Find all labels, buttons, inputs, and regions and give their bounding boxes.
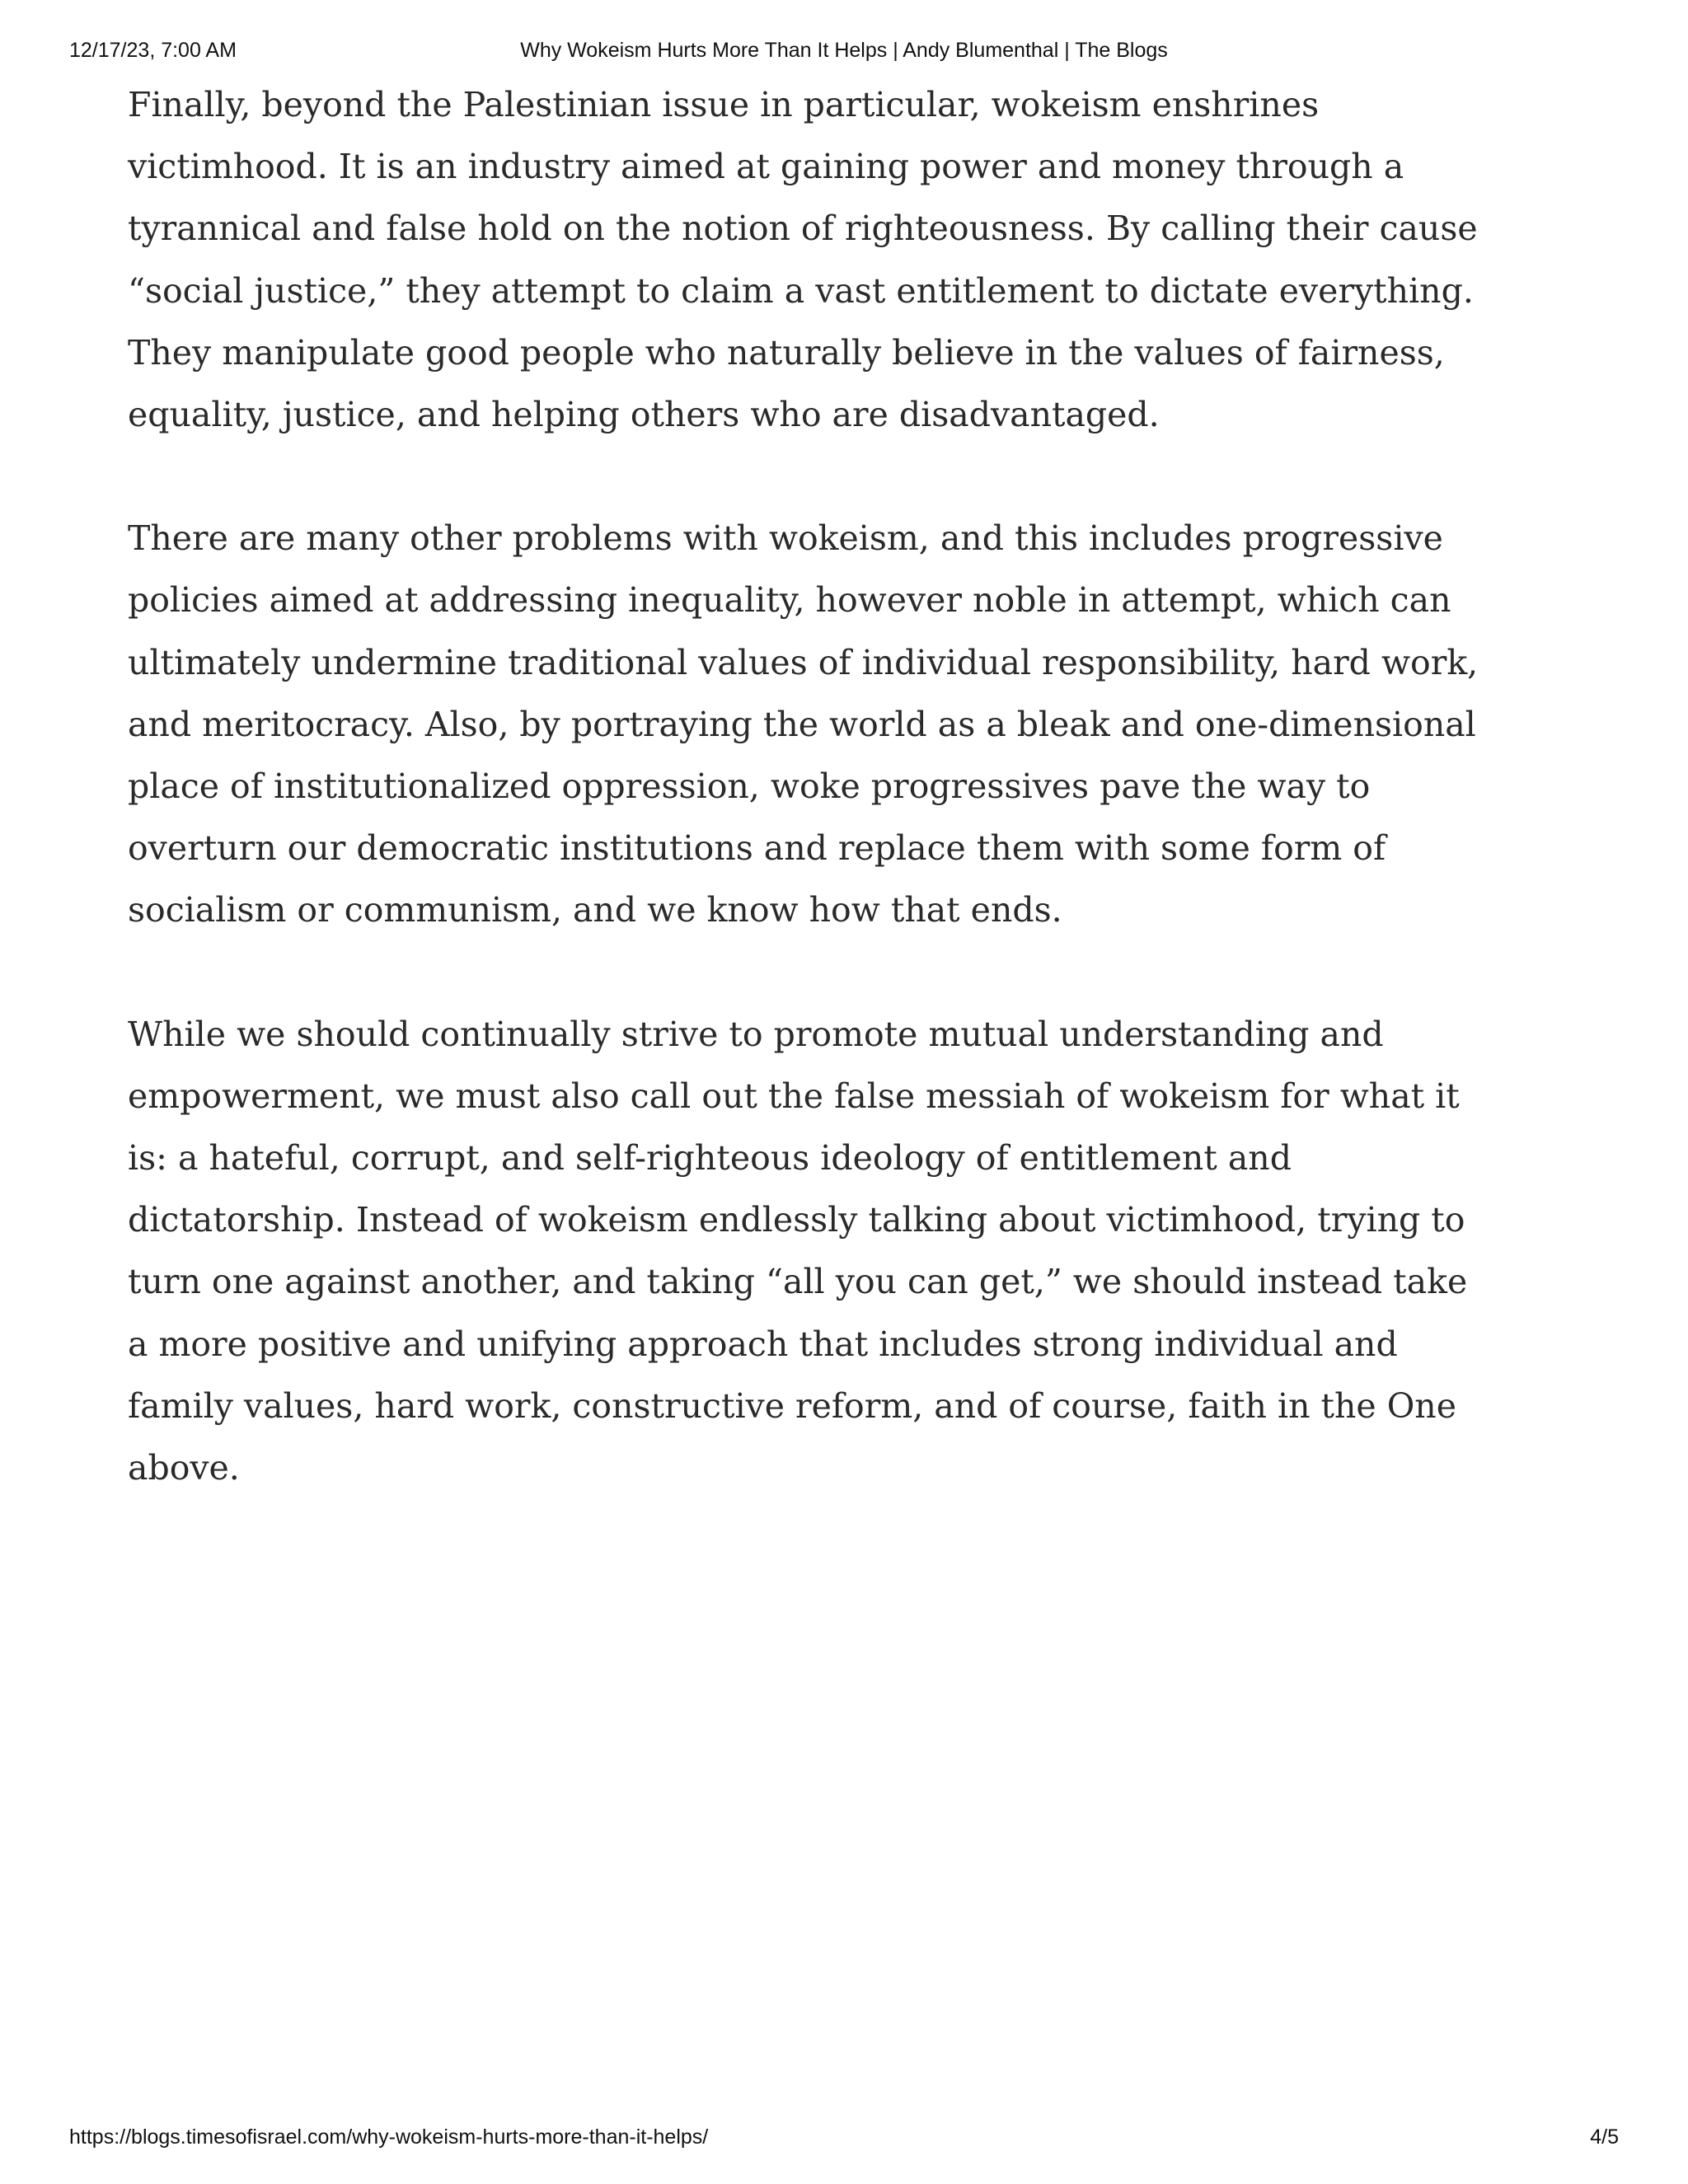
page-number: 4/5: [1590, 2125, 1619, 2149]
article-paragraph: While we should continually strive to promote mutual understanding and empowerment, we must also call out the false messiah of wokeism for what it is: a hateful, corrupt, and self-righteous ideology of entitlement and dictatorship. Instead of wokeism endlessly talking about victimhood, trying to turn one against another, and taking “all you can get,” we should instead take a more positive and unifying approach that includes strong individual and family values, hard work, constructive reform, and of course, faith in the One above.: [128, 1014, 1468, 1488]
print-datetime: 12/17/23, 7:00 AM: [69, 39, 237, 62]
page-title: Why Wokeism Hurts More Than It Helps | Andy Blumenthal | The Blogs: [520, 39, 1168, 62]
page-url: https://blogs.timesofisrael.com/why-wokeism-hurts-more-than-it-helps/: [69, 2125, 709, 2149]
article-paragraph: Finally, beyond the Palestinian issue in particular, wokeism enshrines victimhood. It is an industry aimed at gaining power and money through a tyrannical and false hold on the notion of righteousness. By calling their cause “social justice,” they attempt to claim a vast entitlement to dictate everything. They manipulate good people who naturally believe in the values of fairness, equality, justice, and helping others who are disadvantaged.: [128, 85, 1478, 435]
article-body: [128, 74, 1479, 1561]
print-footer: [0, 2125, 1688, 2149]
article-paragraph: There are many other problems with wokeism, and this includes progressive policies aimed at addressing inequality, however noble in attempt, which can ultimately undermine traditional values of individual responsibility, hard work, and meritocracy. Also, by portraying the world as a bleak and one-dimensional place of institutionalized oppression, woke progressives pave the way to overturn our democratic institutions and replace them with some form of socialism or communism, and we know how that ends.: [128, 518, 1479, 930]
print-header: [0, 38, 1688, 63]
